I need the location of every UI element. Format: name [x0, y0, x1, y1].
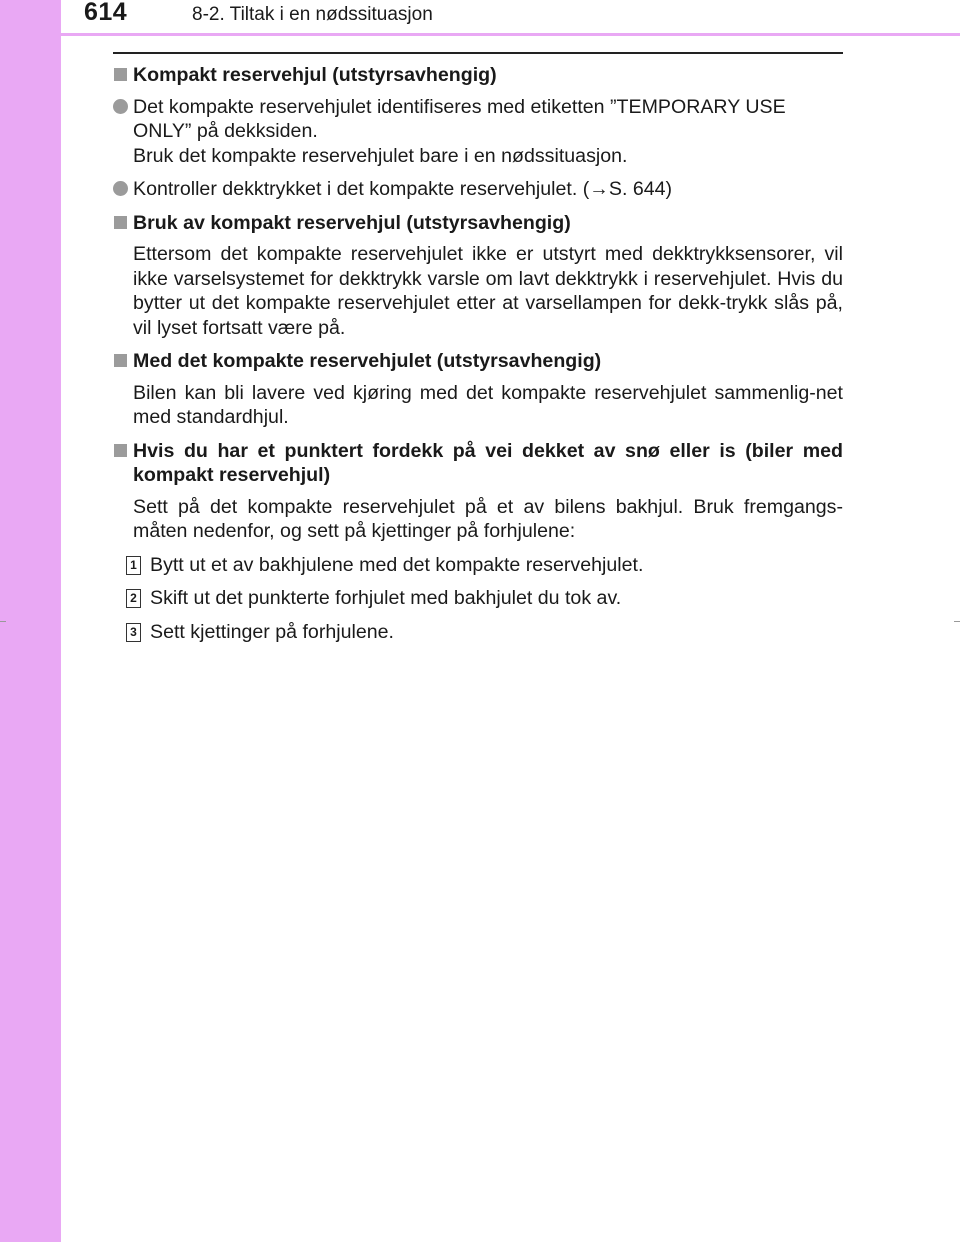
section-heading: Hvis du har et punktert fordekk på vei dekket av snø eller is (biler med kompakt reservehjul) [113, 439, 843, 488]
step-number: 2 [126, 589, 141, 608]
step-item [113, 620, 843, 645]
bullet-line: Bruk det kompakte reservehjulet bare i en nødssituasjon. [133, 144, 628, 167]
step-text: Skift ut det punkterte forhjulet med bakhjulet du tok av. [150, 587, 622, 609]
chapter-sidebar [0, 0, 61, 1242]
crop-mark-left [0, 621, 6, 622]
step-text: Sett kjettinger på forhjulene. [150, 620, 394, 643]
section-heading: Kompakt reservehjul (utstyrsavhengig) [113, 63, 843, 88]
section-title: 8-2. Tiltak i en nødssituasjon [192, 4, 433, 25]
section-text: Bilen kan bli lavere ved kjøring med det kompakte reservehjulet sammenlig-net med standardhjul. [133, 381, 843, 428]
step-item [113, 553, 843, 578]
bullet-item [113, 177, 843, 202]
bullet-line: Det kompakte reservehjulet identifiseres med etiketten ”TEMPORARY USE [133, 95, 786, 118]
square-bullet-icon [114, 68, 127, 81]
section-text: Ettersom det kompakte reservehjulet ikke er utstyrt med dekktrykksensorer, vil ikke varselsystemet for dekktrykk varsle om lavt dekktrykk i reservehjulet. Hvis du bytter ut det kompakte reservehjulet etter at varsellampen for dekk-trykk slås på, vil lyset fortsatt være på. [133, 243, 843, 339]
section-with-compact-spare [113, 349, 843, 430]
step-item [113, 586, 843, 611]
section-heading: Med det kompakte reservehjulet (utstyrsavhengig) [113, 349, 843, 374]
section-text: Sett på det kompakte reservehjulet på et av bilens bakhjul. Bruk fremgangs-måten nedenfor, og sett på kjettinger på forhjulene: [133, 495, 843, 542]
square-bullet-icon [114, 216, 127, 229]
step-number: 3 [126, 623, 141, 642]
square-bullet-icon [114, 444, 127, 457]
crop-mark-right [954, 621, 960, 622]
circle-bullet-icon [113, 181, 128, 196]
top-rule [113, 52, 843, 54]
circle-bullet-icon [113, 99, 128, 114]
section-compact-spare [113, 63, 843, 202]
step-number: 1 [126, 556, 141, 575]
page-number: 614 [84, 0, 128, 26]
step-text: Bytt ut et av bakhjulene med det kompakte reservehjulet. [150, 553, 644, 576]
bullet-line: ONLY” på dekksiden. [133, 120, 318, 142]
square-bullet-icon [114, 354, 127, 367]
bullet-item [113, 95, 843, 169]
section-punctured-front [113, 439, 843, 645]
bullet-line: Kontroller dekktrykket i det kompakte reservehjulet. (→S. 644) [133, 178, 673, 200]
main-content [113, 63, 843, 644]
section-use-compact-spare [113, 211, 843, 341]
header-line [0, 33, 960, 36]
section-heading: Bruk av kompakt reservehjul (utstyrsavhengig) [113, 211, 843, 236]
